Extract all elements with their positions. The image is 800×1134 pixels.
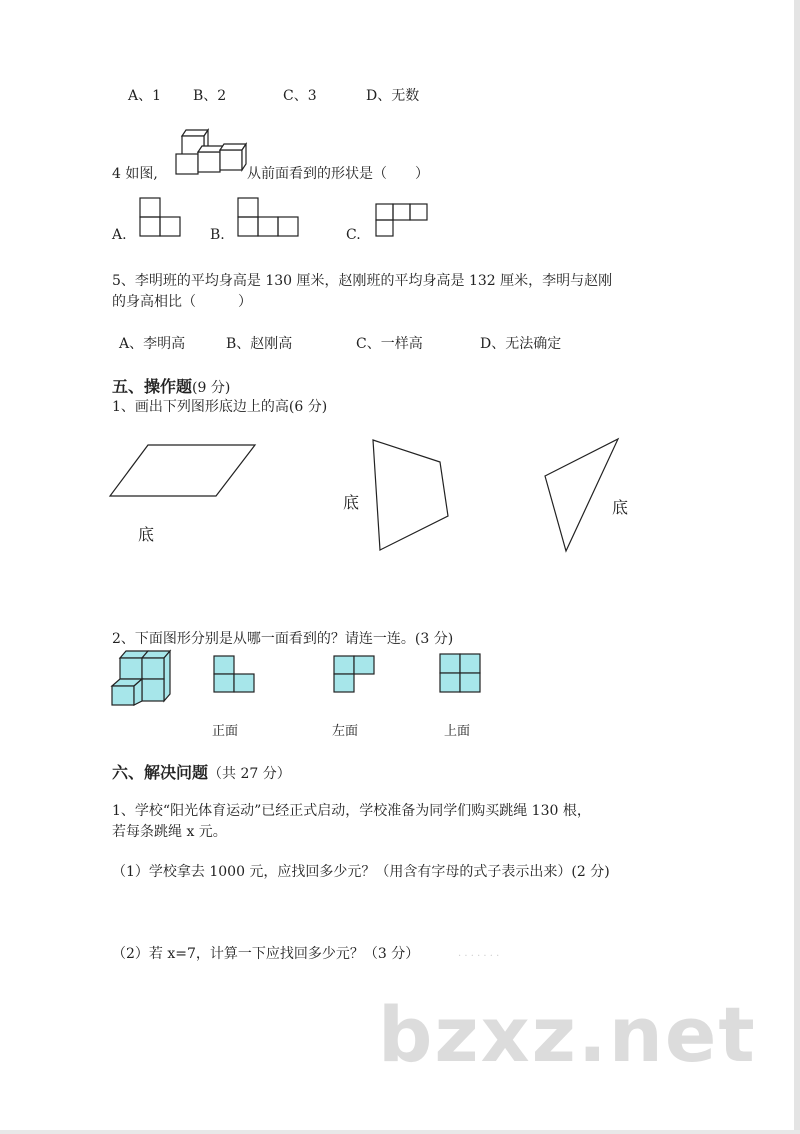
q4-question: 从前面看到的形状是（ ） — [247, 166, 429, 182]
section5-title: 五、操作题 — [112, 377, 193, 396]
section5-heading — [112, 374, 230, 397]
section6-title: 六、解决问题 — [112, 763, 209, 782]
view-j-shape — [332, 654, 376, 694]
view-l-shape — [212, 654, 256, 694]
q4-option-a-shape — [138, 196, 182, 238]
q5-option-d: D、无法确定 — [480, 336, 562, 352]
view-label-left: 左面 — [332, 724, 359, 739]
q5-line2: 的身高相比（ ） — [112, 294, 252, 310]
section6-q1-line2: 若每条跳绳 x 元。 — [112, 824, 227, 840]
section6-sub1: （1）学校拿去 1000 元，应找回多少元？（用含有字母的式子表示出来）(2 分) — [112, 864, 610, 880]
q3-option-d: D、无数 — [366, 88, 420, 104]
q5-option-c: C、一样高 — [356, 336, 423, 352]
q4-cube-figure — [170, 128, 250, 178]
view-label-top: 上面 — [444, 724, 471, 739]
trapezoid-shape — [370, 438, 452, 553]
view-label-front: 正面 — [212, 724, 239, 739]
q4-option-b-label: B. — [210, 227, 225, 243]
q3-option-a: A、1 — [128, 88, 162, 104]
section5-q2: 2、下面图形分别是从哪一面看到的？请连一连。(3 分) — [112, 631, 454, 647]
parallelogram-base-label: 底 — [138, 525, 155, 544]
triangle-shape — [542, 436, 622, 554]
page-bottom — [0, 1130, 800, 1134]
section6-sub2-faint: · · · · · · · — [458, 951, 500, 962]
q3-option-c: C、3 — [283, 88, 317, 104]
section5-score: (9 分) — [192, 380, 231, 396]
section6-q1-line1: 1、学校“阳光体育运动”已经正式启动，学校准备为同学们购买跳绳 130 根， — [112, 803, 591, 819]
q4-option-c-shape — [374, 202, 432, 238]
q4-option-b-shape — [236, 196, 300, 238]
q4-option-c-label: C. — [346, 227, 361, 243]
q3-option-b: B、2 — [193, 88, 227, 104]
parallelogram-shape — [108, 443, 258, 499]
q5-line1: 5、李明班的平均身高是 130 厘米，赵刚班的平均身高是 132 厘米，李明与赵刚 — [112, 273, 613, 289]
section5-q1: 1、画出下列图形底边上的高(6 分) — [112, 399, 328, 415]
section6-sub2: （2）若 x=7，计算一下应找回多少元？（3 分） — [112, 946, 420, 962]
watermark: bzxz.net — [378, 990, 757, 1079]
triangle-base-label: 底 — [612, 498, 629, 517]
section6-heading — [112, 760, 291, 783]
q4-prefix: 4 如图, — [112, 166, 158, 182]
q5-option-a: A、李明高 — [119, 336, 186, 352]
cube-stack-3d — [110, 648, 174, 708]
q4-option-a-label: A. — [112, 227, 127, 243]
trapezoid-base-label: 底 — [343, 493, 360, 512]
page-edge — [794, 0, 800, 1134]
section6-score: （共 27 分） — [208, 766, 291, 782]
q5-option-b: B、赵刚高 — [226, 336, 293, 352]
view-square-shape — [438, 652, 482, 694]
